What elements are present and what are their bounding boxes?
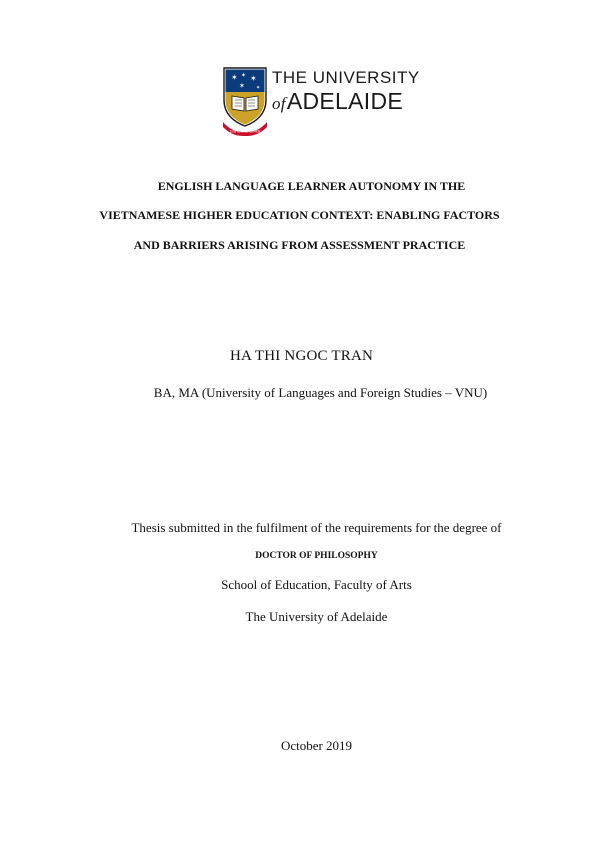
svg-text:✶: ✶ [239,82,245,90]
svg-text:✶: ✶ [231,73,238,82]
university-name: The University of Adelaide [245,609,388,624]
degree-name: DOCTOR OF PHILOSOPHY [255,551,378,561]
university-wordmark [272,68,420,117]
wordmark-line2 [272,88,420,117]
svg-text:✶: ✶ [250,74,257,83]
svg-text:✶: ✶ [241,72,247,79]
svg-text:✶: ✶ [256,85,261,91]
wordmark-line1: THE UNIVERSITY [272,68,420,87]
thesis-title-line3: AND BARRIERS ARISING FROM ASSESSMENT PRACTICE [133,238,466,252]
submission-statement: Thesis submitted in the fulfilment of the requirements for the degree of [131,520,502,535]
university-crest-icon [222,66,268,136]
wordmark-of: of [272,94,286,113]
university-logo [222,66,422,138]
wordmark-adelaide: ADELAIDE [286,88,403,114]
thesis-title-line1: ENGLISH LANGUAGE LEARNER AUTONOMY IN THE [157,179,466,193]
author-name: HA THI NGOC TRAN [229,348,374,364]
thesis-title-line2: VIETNAMESE HIGHER EDUCATION CONTEXT: ENABLING FACTORS [99,208,500,222]
school-name: School of Education, Faculty of Arts [221,577,412,592]
submission-date: October 2019 [280,738,353,753]
crest-motto: SUB CRUCE LUMEN [229,129,261,134]
author-qualifications: BA, MA (University of Languages and Foreign Studies – VNU) [153,385,488,400]
